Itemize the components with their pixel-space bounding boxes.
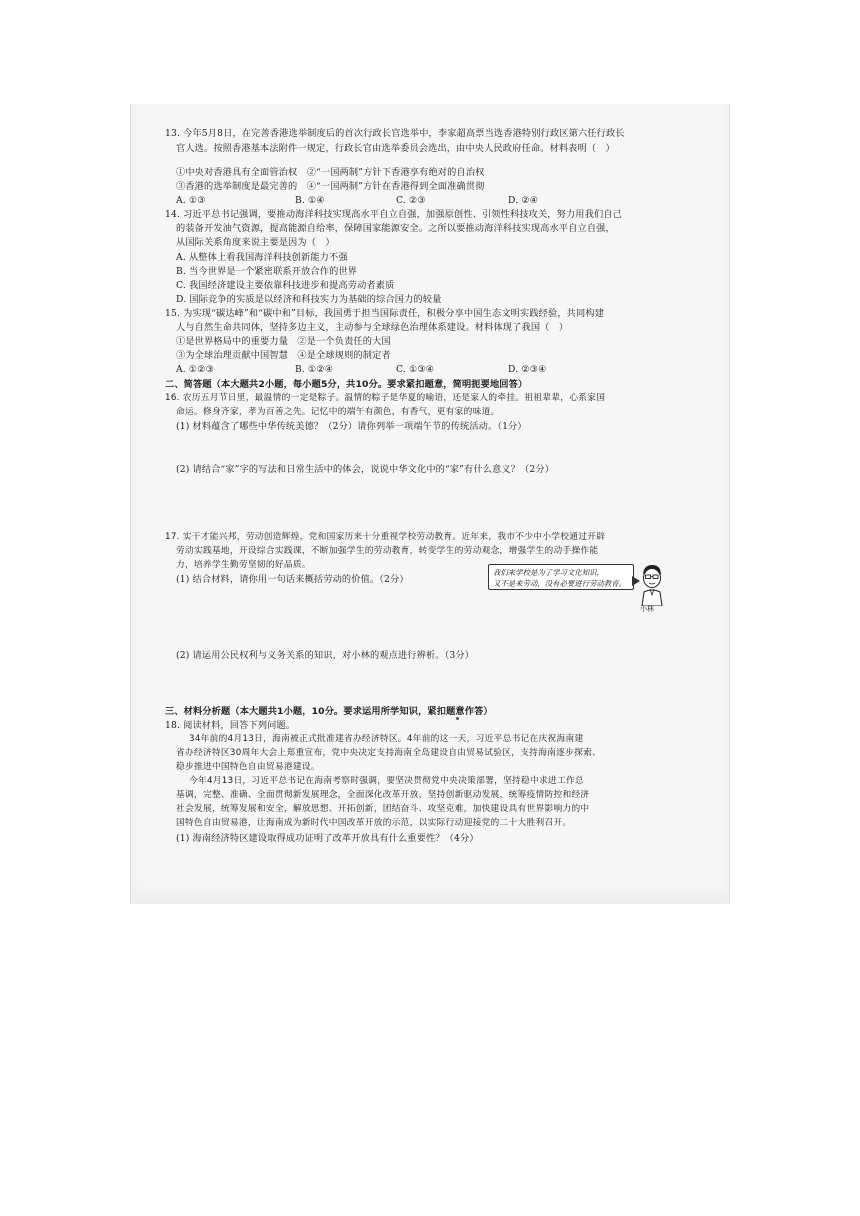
q16-part1: (1) 材料蕴含了哪些中华传统美德？（2分）请你列举一项端午节的传统活动。（1分） [176,421,527,432]
q14-choice-a: A. 从整体上看我国海洋科技创新能力不强 [176,252,348,263]
q17-stem-line2: 劳动实践基地，开设综合实践课，不断加强学生的劳动教育，转变学生的劳动观念，增强学生的动手操作能 [176,546,599,556]
q14-stem-line1: 14. 习近平总书记强调，要推动海洋科技实现高水平自立自强，加强原创性、引领性科技攻关，努力用我们自己 [165,209,622,220]
q18-material-line1: 34年前的4月13日，海南被正式批准建省办经济特区。4年前的这一天，习近平总书记在庆祝海南建 [189,734,584,744]
q15-stem-line1: 15. 为实现“碳达峰”和“碳中和”目标，我国勇于担当国际责任，积极分享中国生态文明实践经验，共同构建 [165,308,605,319]
q13-choice-c: C. ②③ [396,195,426,206]
q14-choice-c: C. 我国经济建设主要依靠科技进步和提高劳动者素质 [176,280,395,291]
q16-stem-line1: 16. 农历五月节日里，最温情的一定是粽子。温情的粽子是华夏的喻语，还是家人的牵挂。祖祖辈辈，心系家国 [165,393,606,403]
q17-part1: (1) 结合材料，请你用一句话来概括劳动的价值。（2分） [176,574,409,585]
q18-stem: 18. 阅读材料，回答下列问题。 [165,720,296,731]
q15-options-line2: ③为全球治理贡献中国智慧 ④是全球规则的制定者 [176,350,391,361]
q16-part2: (2) 请结合“家”字的写法和日常生活中的体会，说说中华文化中的“家”有什么意义？（2分） [176,464,555,475]
q13-options-line2: ③香港的选举制度是最完善的 ④“一国两制”方针在香港得到全面准确贯彻 [176,181,485,192]
q15-choice-b: B. ①②④ [295,364,334,375]
q18-part1: (1) 海南经济特区建设取得成功证明了改革开放具有什么重要性？（4分） [176,833,479,844]
speech-bubble [488,564,634,590]
q13-choice-b: B. ①④ [295,195,325,206]
q17-part2: (2) 请运用公民权利与义务关系的知识，对小林的观点进行辨析。（3分） [176,650,475,661]
q14-stem-line3: 从国际关系角度来说主要是因为（ ） [176,237,335,248]
q18-material-line6: 社会发展，统筹发展和安全，解放思想、开拓创新，团结奋斗、攻坚克难，加快建设具有世界影响力的中 [176,804,590,814]
section-3-heading: 三、材料分析题（本大题共1小题，10分。要求运用所学知识，紧扣题意作答） [165,706,493,717]
q14-choice-d: D. 国际竞争的实质是以经济和科技实力为基础的综合国力的较量 [176,294,442,305]
q13-choice-d: D. ②④ [508,195,539,206]
student-cartoon-figure [636,562,668,606]
q16-stem-line2: 命运。修身齐家，孝为百善之先。记忆中的端午有颜色，有香气，更有家的味道。 [176,407,500,417]
q17-stem-line1: 17. 实干才能兴邦，劳动创造辉煌，党和国家历来十分重视学校劳动教育。近年来，我市不少中小学校通过开辟 [165,532,606,542]
section-2-heading: 二、简答题（本大题共2小题，每小题5分，共10分。要求紧扣题意，简明扼要地回答） [165,379,528,390]
q13-choice-a: A. ①③ [176,195,206,206]
q13-stem-line2: 官人选。按照香港基本法附件一规定，行政长官由选举委员会选出，由中央人民政府任命。材料表明（ ） [176,143,615,154]
q15-choice-a: A. ①②③ [176,364,215,375]
speech-bubble-line2: 又不是来劳动，没有必要进行劳动教育。 [493,579,627,588]
q14-choice-b: B. 当今世界是一个紧密联系开放合作的世界 [176,266,358,277]
q18-material-line4: 今年4月13日，习近平总书记在海南考察时强调，要坚决贯彻党中央决策部署，坚持稳中求进工作总 [189,776,584,786]
q15-options-line1: ①是世界格局中的重要力量 ②是一个负责任的大国 [176,336,391,347]
speech-bubble-line1: 我们来学校是为了学习文化知识， [493,568,604,577]
q18-material-line5: 基调，完整、准确、全面贯彻新发展理念，全面深化改革开放，坚持创新驱动发展，统筹疫情防控和经济 [176,790,590,800]
q18-material-line3: 稳步推进中国特色自由贸易港建设。 [176,762,320,772]
figure-caption: 小林 [640,605,654,613]
q17-stem-line3: 力，培养学生勤劳坚韧的好品质。 [176,560,311,570]
q13-options-line1: ①中央对香港具有全面管治权 ②“一国两制”方针下香港享有绝对的自治权 [176,167,485,178]
q15-choice-d: D. ②③④ [508,364,547,375]
q15-choice-c: C. ①③④ [396,364,435,375]
q18-material-line7: 国特色自由贸易港，让海南成为新时代中国改革开放的示范，以实际行动迎接党的二十大胜利召开。 [176,818,572,828]
q13-stem-line1: 13. 今年5月8日，在完善香港选举制度后的首次行政长官选举中，李家超高票当选香港特别行政区第六任行政长 [165,128,625,139]
scan-speck [456,717,459,720]
q15-stem-line2: 人与自然生命共同体，坚持多边主义，主动参与全球绿色治理体系建设。材料体现了我国（ ） [176,322,569,333]
q14-stem-line2: 的装备开发油气资源，提高能源自给率，保障国家能源安全。之所以要推动海洋科技实现高水平自立自强， [176,223,615,234]
q18-material-line2: 省办经济特区30周年大会上郑重宣布，党中央决定支持海南全岛建设自由贸易试验区，支持海南逐步探索、 [176,748,602,758]
